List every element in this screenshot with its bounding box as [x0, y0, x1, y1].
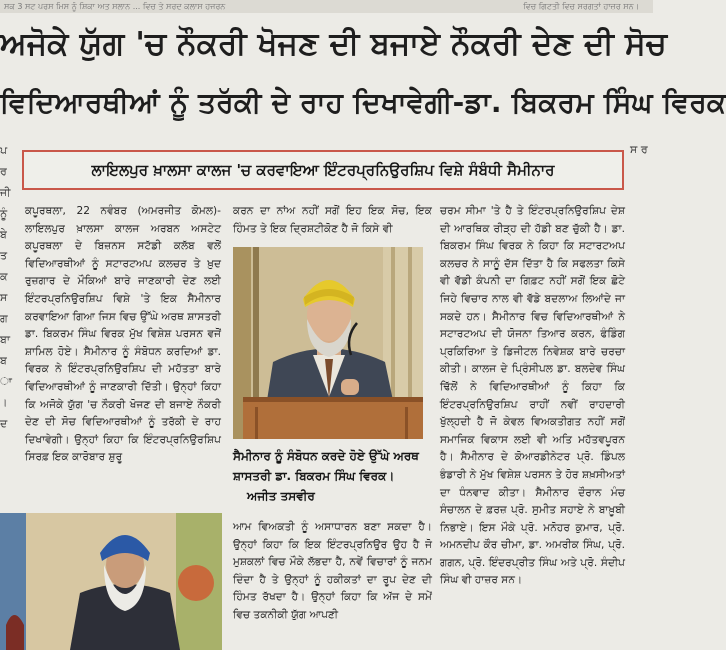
- headline-line-2: ਵਿਦਿਆਰਥੀਆਂ ਨੂੰ ਤਰੱਕੀ ਦੇ ਰਾਹ ਦਿਖਾਵੇਗੀ-ਡਾ. ਬਿਕਰਮ ਸਿੰਘ ਵਿਰਕ: [0, 86, 726, 119]
- subheadline-box: [22, 150, 624, 190]
- speaker-photo: [233, 247, 423, 439]
- top-strip: [0, 0, 653, 13]
- left-column-fragment: ਪ ਰ ਜੀ ਨੂੰ ਬੇ ਤ ਕ ਸ ਗ ਬਾ ਬ ਾ । ਦ: [0, 144, 12, 430]
- right-column-fragment: ਸ ਰ: [630, 143, 648, 156]
- top-strip-right-text: ਵਿਚ ਗਿਟਤੀ ਵਿਚ ਸਰਗਤਾਂ ਹਾਜ਼ਰ ਸਨ।: [523, 2, 639, 11]
- article-column-1: ਕਪੂਰਥਲਾ, 22 ਨਵੰਬਰ (ਅਮਰਜੀਤ ਕੋਮਲ)-ਲਾਇਲਪੁਰ ਖ਼ਾਲਸਾ ਕਾਲਜ ਅਰਬਨ ਅਸਟੇਟ ਕਪੂਰਥਲਾ ਦੇ ਬਿਜ਼ਨਸ ਸਟੱਡੀ ਕਲੱਬ ਵਲੋਂ ਵਿਦਿਆਰਥੀਆਂ ਨੂੰ ਸਟਾਰਟਅਪ ਕਲਚਰ ਤੇ ਖ਼ੁਦ ਰੁਜ਼ਗਾਰ ਦੇ ਮੌਕਿਆਂ ਬਾਰੇ ਜਾਣਕਾਰੀ ਦੇਣ ਲਈ ਇੰਟਰਪ੍ਰਨਿਉਰਸ਼ਿਪ ਵਿਸ਼ੇ 'ਤੇ ਇਕ ਸੈਮੀਨਾਰ ਕਰਵਾਇਆ ਗਿਆ ਜਿਸ ਵਿਚ ਉੱਘੇ ਅਰਥ ਸ਼ਾਸਤਰੀ ਡਾ. ਬਿਕਰਮ ਸਿੰਘ ਵਿਰਕ ਮੁੱਖ ਵਿਸ਼ੇਸ਼ ਪਰਸਨ ਵਜੋਂ ਸ਼ਾਮਿਲ ਹੋਏ। ਸੈਮੀਨਾਰ ਨੂੰ ਸੰਬੋਧਨ ਕਰਦਿਆਂ ਡਾ. ਵਿਰਕ ਨੇ ਇੰਟਰਪ੍ਰਨਿਉਰਸ਼ਿਪ ਦੀ ਮਹੱਤਤਾ ਬਾਰੇ ਵਿਦਿਆਰਥੀਆਂ ਨੂੰ ਜਾਣਕਾਰੀ ਦਿੱਤੀ। ਉਨ੍ਹਾਂ ਕਿਹਾ ਕਿ ਅਜੋਕੇ ਯੁੱਗ 'ਚ ਨੌਕਰੀ ਖੋਜਣ ਦੀ ਬਜਾਏ ਨੌਕਰੀ ਦੇਣ ਦੀ ਸੋਚ ਵਿਦਿਆਰਥੀਆਂ ਨੂੰ ਤਰੱਕੀ ਦੇ ਰਾਹ ਦਿਖਾਵੇਗੀ। ਉਨ੍ਹਾਂ ਕਿਹਾ ਕਿ ਇੰਟਰਪ੍ਰਨਿਉਰਸ਼ਿਪ ਸਿਰਫ਼ ਇਕ ਕਾਰੋਬਾਰ ਸ਼ੁਰੂ: [25, 205, 221, 464]
- top-strip-left-text: ਸਕ 3 ਸਟ ਪਰਸ ਮਿਸ ਨੂੰ ਸ਼ਿਕਾ ਅਤ ਸਲਾਨ ... ਵਿਚ ਤੇ ਸਰਦ ਕਲਾਸ ਹਜਰਨ: [4, 2, 226, 11]
- headline-line-1: ਅਜੋਕੇ ਯੁੱਗ 'ਚ ਨੌਕਰੀ ਖੋਜਣ ਦੀ ਬਜਾਏ ਨੌਕਰੀ ਦੇਣ ਦੀ ਸੋਚ: [0, 26, 667, 62]
- subheadline-text: ਲਾਇਲਪੁਰ ਖ਼ਾਲਸਾ ਕਾਲਜ 'ਚ ਕਰਵਾਇਆ ਇੰਟਰਪ੍ਰਨਿਉਰਸ਼ਿਪ ਵਿਸ਼ੇ ਸੰਬੰਧੀ ਸੈਮੀਨਾਰ: [91, 161, 555, 179]
- photo-caption-text: ਸੈਮੀਨਾਰ ਨੂੰ ਸੰਬੋਧਨ ਕਰਦੇ ਹੋਏ ਉੱਘੇ ਅਰਥ ਸ਼ਾਸਤਰੀ ਡਾ. ਬਿਕਰਮ ਸਿੰਘ ਵਿਰਕ।: [233, 449, 419, 483]
- article-column-2-bottom: ਆਮ ਵਿਅਕਤੀ ਨੂੰ ਅਸਾਧਾਰਨ ਬਣਾ ਸਕਦਾ ਹੈ। ਉਨ੍ਹਾਂ ਕਿਹਾ ਕਿ ਇਕ ਇੰਟਰਪ੍ਰਨਿਉਰ ਉਹ ਹੈ ਜੋ ਮੁਸ਼ਕਲਾਂ ਵਿਚ ਮੌਕੇ ਲੱਭਦਾ ਹੈ, ਨਵੇਂ ਵਿਚਾਰਾਂ ਨੂੰ ਜਨਮ ਦਿੰਦਾ ਹੈ ਤੇ ਉਨ੍ਹਾਂ ਨੂੰ ਹਕੀਕਤਾਂ ਦਾ ਰੂਪ ਦੇਣ ਦੀ ਹਿੰਮਤ ਰੱਖਦਾ ਹੈ। ਉਨ੍ਹਾਂ ਕਿਹਾ ਕਿ ਅੱਜ ਦੇ ਸਮੇਂ ਵਿਚ ਤਕਨੀਕੀ ਯੁੱਗ ਆਪਣੀ: [233, 521, 432, 621]
- photo-caption: [233, 446, 432, 506]
- adjacent-story-photo: [0, 513, 222, 650]
- article-column-2-top: ਕਰਨ ਦਾ ਨਾਂਅ ਨਹੀਂ ਸਗੋਂ ਇਹ ਇਕ ਸੋਚ, ਇਕ ਹਿੰਮਤ ਤੇ ਇਕ ਦ੍ਰਿਸ਼ਟੀਕੋਣ ਹੈ ਜੋ ਕਿਸੇ ਵੀ: [233, 205, 432, 235]
- article-column-3: ਚਰਮ ਸੀਮਾ 'ਤੇ ਹੈ ਤੇ ਇੰਟਰਪ੍ਰਨਿਉਰਸ਼ਿਪ ਦੇਸ਼ ਦੀ ਆਰਥਿਕ ਰੀੜ੍ਹ ਦੀ ਹੱਡੀ ਬਣ ਚੁੱਕੀ ਹੈ। ਡਾ. ਬਿਕਰਮ ਸਿੰਘ ਵਿਰਕ ਨੇ ਕਿਹਾ ਕਿ ਸਟਾਰਟਅਪ ਕਲਚਰ ਨੇ ਸਾਨੂੰ ਦੱਸ ਦਿੱਤਾ ਹੈ ਕਿ ਸਫਲਤਾ ਕਿਸੇ ਵੀ ਵੱਡੀ ਕੰਪਨੀ ਦਾ ਗਿਫ਼ਟ ਨਹੀਂ ਸਗੋਂ ਇਕ ਛੋਟੇ ਜਿਹੇ ਵਿਚਾਰ ਨਾਲ ਵੀ ਵੱਡੇ ਬਦਲਾਅ ਲਿਆਂਦੇ ਜਾ ਸਕਦੇ ਹਨ। ਸੈਮੀਨਾਰ ਵਿਚ ਵਿਦਿਆਰਥੀਆਂ ਨੇ ਸਟਾਰਟਅਪ ਦੀ ਯੋਜਨਾ ਤਿਆਰ ਕਰਨ, ਫੰਡਿੰਗ ਪ੍ਰਕਿਰਿਆ ਤੇ ਡਿਜੀਟਲ ਨਿਵੇਸ਼ਕ ਬਾਰੇ ਚਰਚਾ ਕੀਤੀ। ਕਾਲਜ ਦੇ ਪ੍ਰਿੰਸੀਪਲ ਡਾ. ਬਲਦੇਵ ਸਿੰਘ ਢਿੱਲੋਂ ਨੇ ਵਿਦਿਆਰਥੀਆਂ ਨੂੰ ਕਿਹਾ ਕਿ ਇੰਟਰਪ੍ਰਨਿਉਰਸ਼ਿਪ ਰਾਹੀਂ ਨਵੀਂ ਰਾਹਦਾਰੀ ਖੁੱਲ੍ਹਦੀ ਹੈ ਜੋ ਕੇਵਲ ਵਿਅਕਤੀਗਤ ਨਹੀਂ ਸਗੋਂ ਸਮਾਜਿਕ ਵਿਕਾਸ ਲਈ ਵੀ ਅਤਿ ਮਹੱਤਵਪੂਰਨ ਹੈ। ਸੈਮੀਨਾਰ ਦੇ ਕੋਆਰਡੀਨੇਟਰ ਪ੍ਰੋ. ਡਿੰਪਲ ਭੰਡਾਰੀ ਨੇ ਮੁੱਖ ਵਿਸ਼ੇਸ਼ ਪਰਸਨ ਤੇ ਹੋਰ ਸ਼ਖ਼ਸੀਅਤਾਂ ਦਾ ਧੰਨਵਾਦ ਕੀਤਾ। ਸੈਮੀਨਾਰ ਦੌਰਾਨ ਮੰਚ ਸੰਚਾਲਨ ਦੇ ਫ਼ਰਜ਼ ਪ੍ਰੋ. ਸੁਮੀਤ ਸਹਾਏ ਨੇ ਬਾਖ਼ੂਬੀ ਨਿਭਾਏ। ਇਸ ਮੌਕੇ ਪ੍ਰੋ. ਮਨੋਹਰ ਕੁਮਾਰ, ਪ੍ਰੋ. ਅਮਨਦੀਪ ਕੌਰ ਚੀਮਾ, ਡਾ. ਅਮਰੀਕ ਸਿੰਘ, ਪ੍ਰੋ. ਗਗਨ, ਪ੍ਰੋ. ਇੰਦਰਪ੍ਰੀਤ ਸਿੰਘ ਅਤੇ ਪ੍ਰੋ. ਸੰਦੀਪ ਸਿੰਘ ਵੀ ਹਾਜ਼ਰ ਸਨ।: [440, 205, 625, 587]
- photo-credit: ਅਜੀਤ ਤਸਵੀਰ: [247, 489, 315, 503]
